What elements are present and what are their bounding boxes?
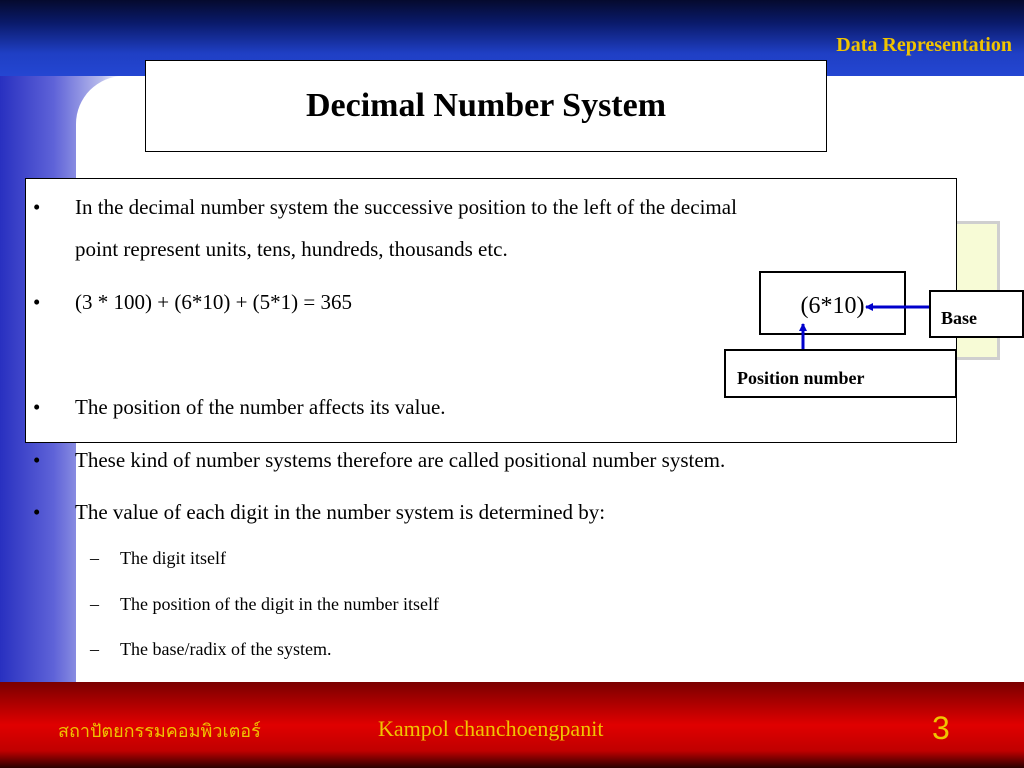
sub-bullet-marker: – [90, 548, 99, 568]
title-box [145, 60, 827, 152]
bullet-marker: • [33, 500, 41, 524]
bullet-marker: • [33, 395, 41, 419]
footer-author: Kampol chanchoengpanit [378, 716, 604, 741]
bullet-text-4: These kind of number systems therefore are called positional number system. [75, 448, 726, 472]
sub-bullet-text-2: The position of the digit in the number itself [120, 594, 439, 614]
bullet-marker: • [33, 448, 41, 472]
bullet-marker: • [33, 195, 41, 219]
footer-course-name: สถาปัตยกรรมคอมพิวเตอร์ [58, 721, 261, 742]
sub-bullet-text-3: The base/radix of the system. [120, 639, 332, 659]
position-number-label-box: Position number [724, 349, 957, 398]
sub-bullet-text-1: The digit itself [120, 548, 226, 568]
slide-title: Decimal Number System [305, 87, 667, 124]
bullet-marker: • [33, 290, 41, 314]
section-label: Data Representation [836, 34, 1012, 56]
sub-bullet-marker: – [90, 639, 99, 659]
bullet-text-1a: In the decimal number system the successive position to the left of the decimal [75, 195, 737, 219]
expression-box: (6*10) [759, 271, 906, 335]
bullet-text-5: The value of each digit in the number system is determined by: [75, 500, 606, 524]
sub-bullet-marker: – [90, 594, 99, 614]
bullet-text-3: The position of the number affects its value. [75, 395, 446, 419]
bullet-text-2: (3 * 100) + (6*10) + (5*1) = 365 [75, 290, 352, 314]
bullet-text-1b: point represent units, tens, hundreds, thousands etc. [75, 237, 508, 261]
base-label-box: Base [929, 290, 1024, 338]
page-number: 3 [932, 710, 950, 746]
